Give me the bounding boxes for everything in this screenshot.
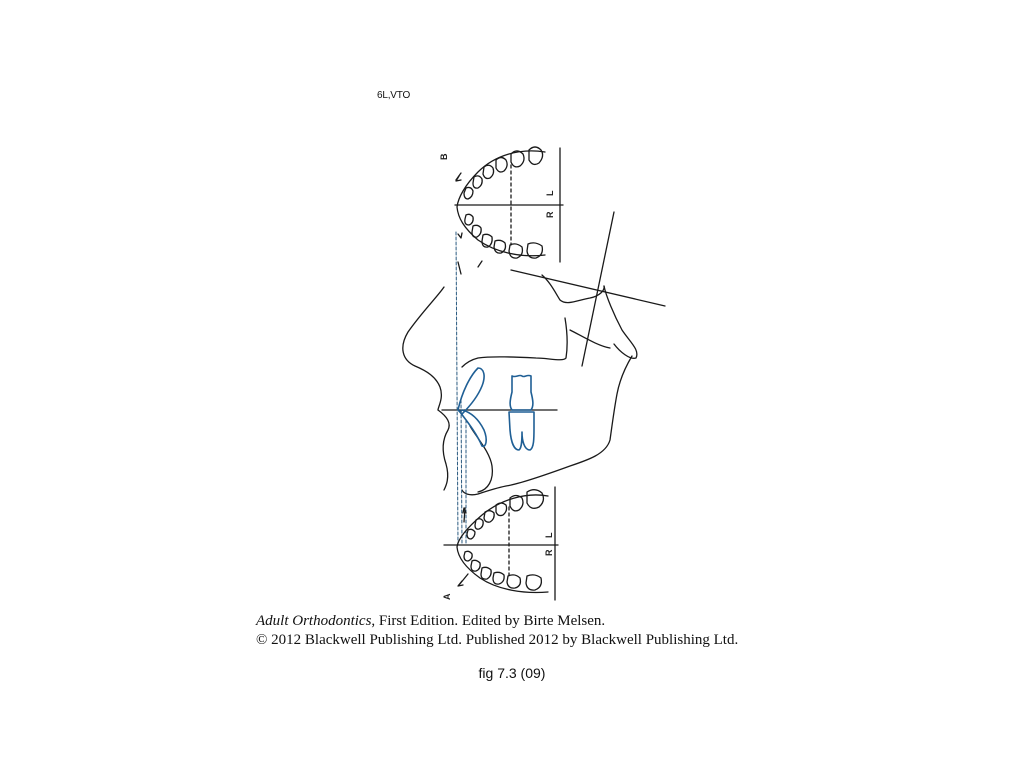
publication-credit <box>256 612 738 650</box>
slide-label: 6L,VTO <box>377 90 411 101</box>
arch-label-r-lower: R <box>544 549 554 556</box>
credit-line-1-rest: , First Edition. Edited by Birte Melsen. <box>371 613 606 629</box>
upper-dental-arch <box>455 147 563 262</box>
credit-line-1 <box>256 612 738 631</box>
incisor-tooth-outlines <box>458 368 486 446</box>
figure-caption: fig 7.3 (09) <box>478 665 546 681</box>
arch-label-r-upper: R <box>545 211 555 218</box>
molar-tooth-outlines <box>509 375 534 450</box>
arch-label-a: A <box>442 593 452 600</box>
credit-line-2: © 2012 Blackwell Publishing Ltd. Published 2012 by Blackwell Publishing Ltd. <box>256 632 739 648</box>
cephalometric-profile <box>403 212 665 495</box>
lower-dental-arch <box>444 487 558 600</box>
arch-label-b: B <box>439 153 449 160</box>
book-title: Adult Orthodontics <box>256 613 372 629</box>
arch-label-l-upper: L <box>545 190 555 196</box>
arch-label-l-lower: L <box>544 532 554 538</box>
